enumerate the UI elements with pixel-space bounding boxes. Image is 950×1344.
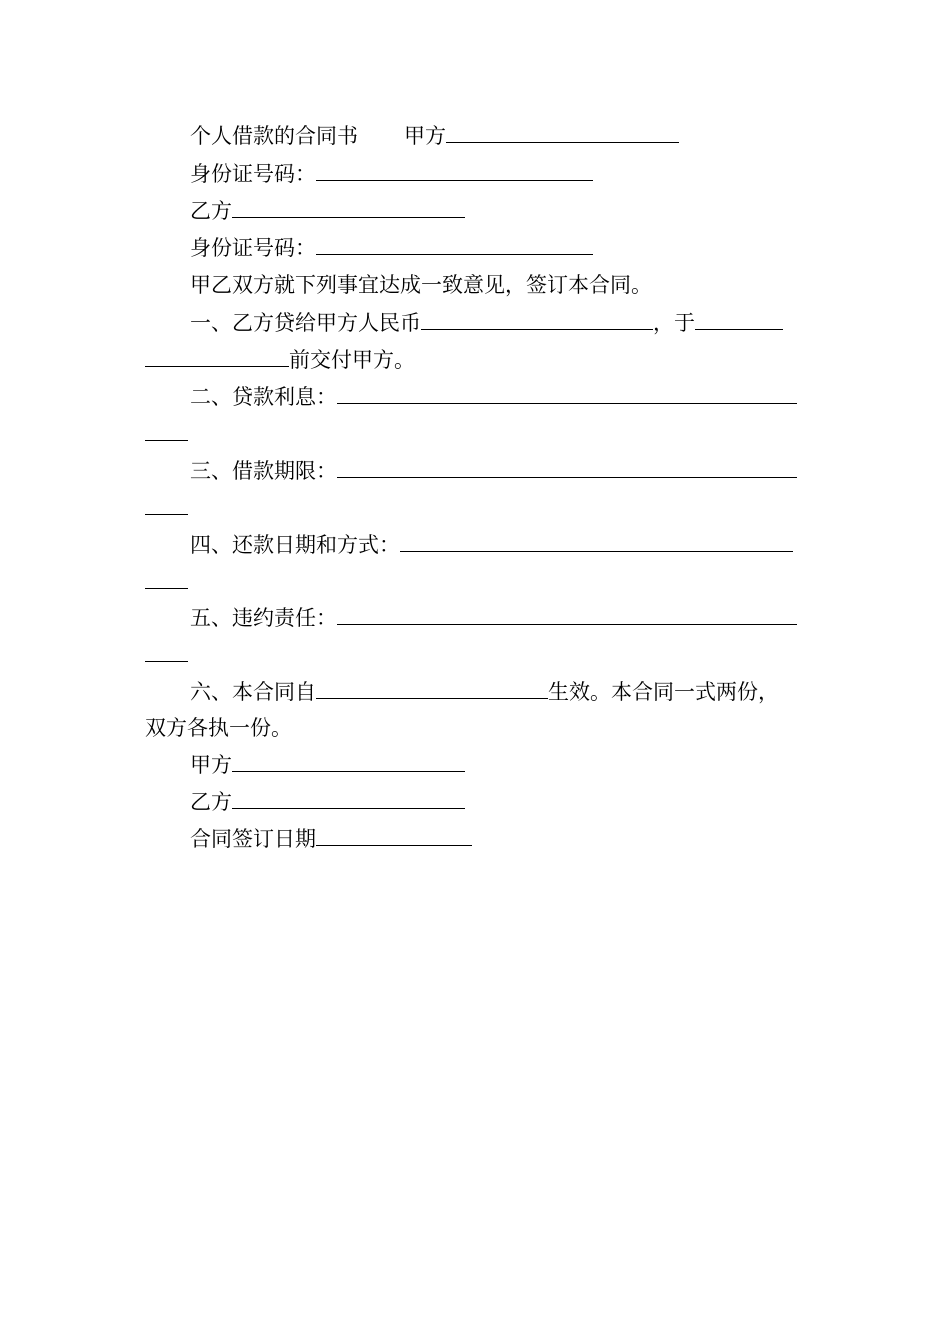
clause2-line — [190, 383, 797, 410]
clause1-end-text: 前交付甲方。 — [289, 348, 415, 372]
party-b-id-blank[interactable] — [316, 234, 593, 255]
clause6-end-text: 双方各执一份。 — [145, 716, 292, 740]
interest-blank[interactable] — [337, 383, 797, 404]
clause6-mid-text: 生效。本合同一式两份， — [548, 680, 779, 704]
intro-text: 甲乙双方就下列事宜达成一致意见，签订本合同。 — [190, 273, 652, 297]
sign-b-line — [190, 788, 465, 815]
clause6-continuation — [145, 715, 292, 741]
effective-date-blank[interactable] — [316, 678, 548, 699]
clause6-line — [190, 678, 779, 705]
sign-a-label: 甲方 — [190, 753, 232, 777]
clause5-line — [190, 604, 797, 631]
liability-blank[interactable] — [337, 604, 797, 625]
delivery-date-blank[interactable] — [695, 309, 783, 330]
clause6-text: 六、本合同自 — [190, 680, 316, 704]
sign-b-blank[interactable] — [232, 788, 465, 809]
repayment-blank-cont[interactable] — [145, 568, 188, 589]
clause3-line — [190, 457, 797, 484]
sign-a-blank[interactable] — [232, 751, 465, 772]
title-line — [190, 122, 679, 149]
repayment-blank[interactable] — [400, 531, 793, 552]
sign-b-label: 乙方 — [190, 790, 232, 814]
delivery-date-blank-cont[interactable] — [145, 346, 289, 367]
loan-amount-blank[interactable] — [421, 309, 653, 330]
party-b-label: 乙方 — [190, 199, 232, 223]
party-a-id-line — [190, 160, 593, 187]
clause3-continuation — [145, 494, 188, 521]
interest-blank-cont[interactable] — [145, 420, 188, 441]
intro-line — [190, 272, 652, 298]
sign-date-label: 合同签订日期 — [190, 827, 316, 851]
party-b-id-label: 身份证号码： — [190, 236, 316, 260]
party-a-id-blank[interactable] — [316, 160, 593, 181]
clause3-text: 三、借款期限： — [190, 459, 337, 483]
clause1-line — [190, 309, 783, 336]
party-a-id-label: 身份证号码： — [190, 162, 316, 186]
party-b-id-line — [190, 234, 593, 261]
clause4-text: 四、还款日期和方式： — [190, 533, 400, 557]
party-b-line — [190, 197, 465, 224]
term-blank-cont[interactable] — [145, 494, 188, 515]
sign-date-blank[interactable] — [316, 825, 472, 846]
sign-date-line — [190, 825, 472, 852]
sign-a-line — [190, 751, 465, 778]
party-a-label: 甲方 — [404, 124, 446, 148]
clause5-continuation — [145, 641, 188, 668]
term-blank[interactable] — [337, 457, 797, 478]
party-a-blank[interactable] — [446, 122, 679, 143]
clause4-continuation — [145, 568, 188, 595]
clause1-continuation — [145, 346, 415, 373]
liability-blank-cont[interactable] — [145, 641, 188, 662]
clause1-text: 一、乙方贷给甲方人民币 — [190, 311, 421, 335]
clause1-mid-text: ，于 — [653, 311, 695, 335]
clause2-text: 二、贷款利息： — [190, 385, 337, 409]
document-title: 个人借款的合同书 — [190, 124, 358, 148]
clause2-continuation — [145, 420, 188, 447]
clause5-text: 五、违约责任： — [190, 606, 337, 630]
party-b-blank[interactable] — [232, 197, 465, 218]
clause4-line — [190, 531, 793, 558]
